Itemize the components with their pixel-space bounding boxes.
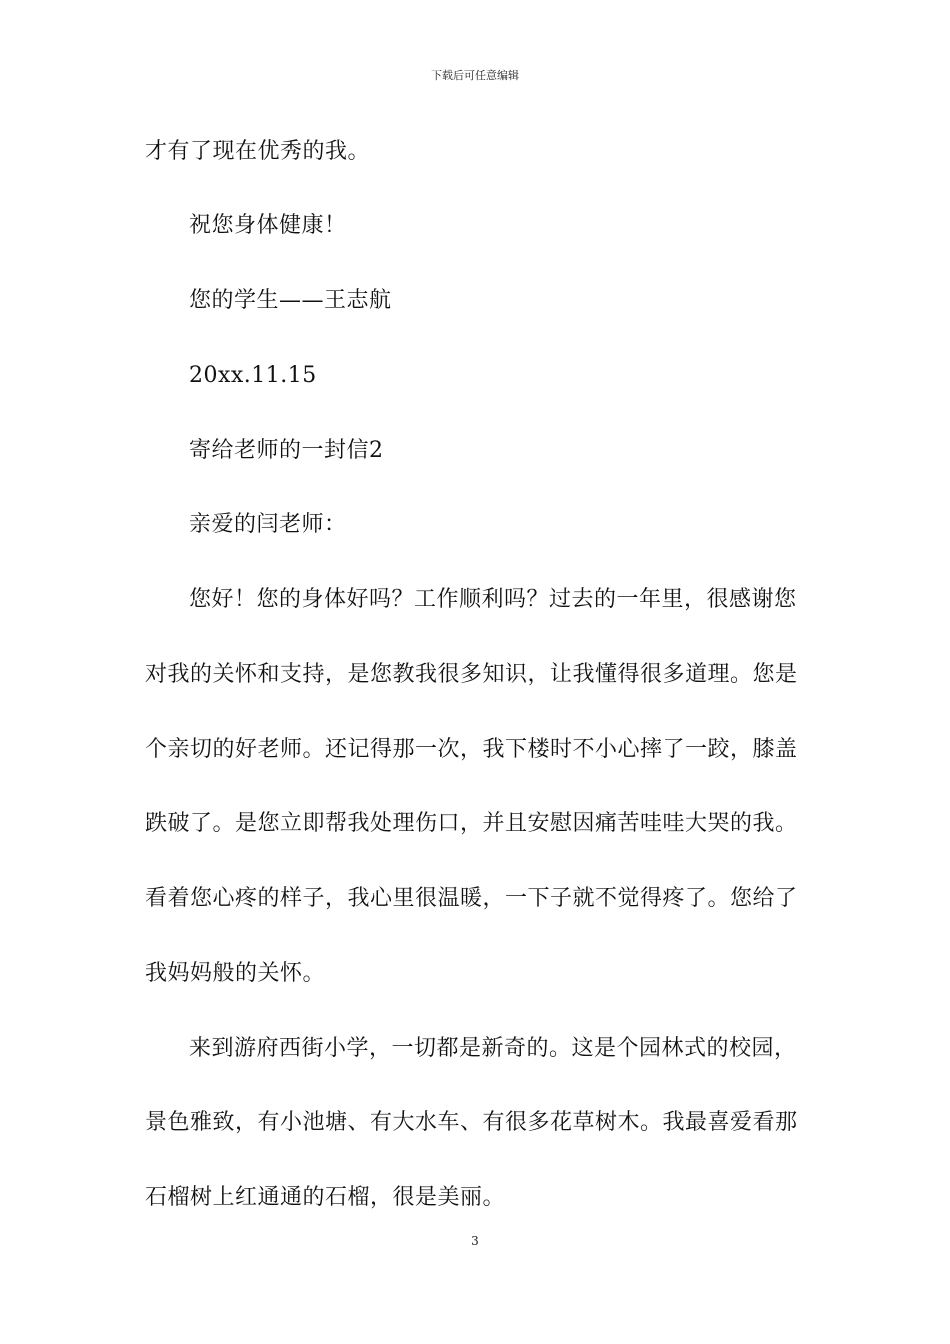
salutation: 亲爱的闫老师： [189, 512, 347, 537]
paragraph-line: 跌破了。是您立即帮我处理伤口，并且安慰因痛苦哇哇大哭的我。 [145, 811, 798, 836]
paragraph-line: 对我的关怀和支持，是您教我很多知识，让我懂得很多道理。您是 [145, 662, 798, 687]
date-line: 20xx.11.15 [189, 363, 317, 388]
paragraph-line: 来到游府西街小学，一切都是新奇的。这是个园林式的校园， [189, 1036, 797, 1061]
paragraph-line: 我妈妈般的关怀。 [145, 961, 326, 986]
closing-wish: 祝您身体健康！ [189, 213, 347, 238]
paragraph-line: 石榴树上红通通的石榴，很是美丽。 [145, 1185, 506, 1210]
signature-line: 您的学生——王志航 [189, 288, 392, 313]
paragraph-line: 看着您心疼的样子，我心里很温暖，一下子就不觉得疼了。您给了 [145, 886, 798, 911]
paragraph-line: 您好！您的身体好吗？工作顺利吗？过去的一年里，很感谢您 [189, 587, 797, 612]
text-line: 才有了现在优秀的我。 [145, 139, 371, 164]
paragraph-line: 景色雅致，有小池塘、有大水车、有很多花草树木。我最喜爱看那 [145, 1110, 798, 1135]
page-header: 下载后可任意编辑 [431, 69, 519, 82]
page-number: 3 [471, 1234, 479, 1248]
section-title: 寄给老师的一封信2 [189, 438, 384, 463]
paragraph-line: 个亲切的好老师。还记得那一次，我下楼时不小心摔了一跤，膝盖 [145, 737, 798, 762]
